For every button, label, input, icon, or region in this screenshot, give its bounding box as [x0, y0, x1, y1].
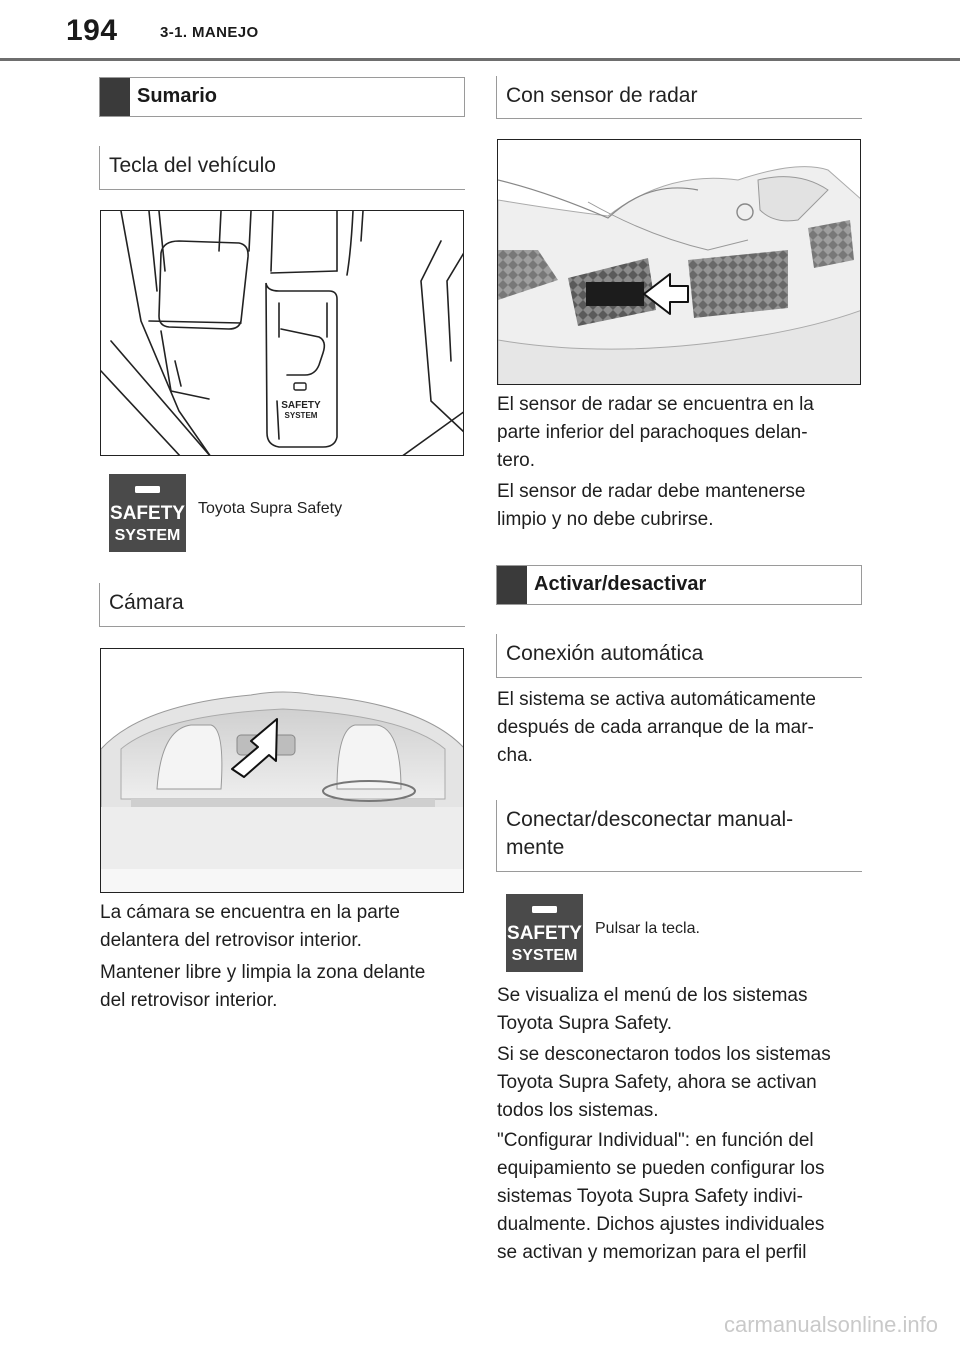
subsection-manual-title: [506, 806, 793, 862]
press-caption: Pulsar la tecla.: [595, 920, 700, 937]
text-line: todos los sistemas.: [497, 1100, 659, 1121]
text-line: parte inferior del parachoques delan-: [497, 422, 808, 443]
text-line: sistemas Toyota Supra Safety indivi-: [497, 1186, 803, 1207]
subsection-manual: [496, 800, 862, 872]
page-number: 194: [66, 14, 118, 47]
manual-paragraph-3: [497, 1127, 824, 1267]
radar-paragraph-1: [497, 391, 814, 475]
radar-paragraph-2: [497, 478, 805, 534]
text-line: "Configurar Individual": en función del: [497, 1130, 814, 1151]
manual-paragraph-1: [497, 982, 807, 1038]
camera-paragraph-2: [100, 959, 425, 1015]
watermark: carmanualsonline.info: [723, 1312, 938, 1337]
subsection-camera: [99, 583, 465, 627]
center-console-drawing: [101, 211, 464, 456]
camera-paragraph-1: [100, 899, 400, 955]
subsection-vehicle-key: [99, 146, 465, 190]
chapter-title: 3-1. MANEJO: [160, 24, 259, 41]
section-activate: [496, 565, 862, 605]
camera-illustration: [100, 648, 464, 893]
text-line: después de cada arranque de la mar-: [497, 717, 814, 738]
badge-line1: SAFETY: [507, 923, 582, 944]
title-line: Conectar/desconectar manual-: [506, 808, 794, 831]
key-caption: Toyota Supra Safety: [198, 500, 343, 517]
text-line: dualmente. Dichos ajustes individuales: [497, 1214, 825, 1235]
subsection-auto-title: Conexión automática: [506, 642, 704, 665]
text-line: Toyota Supra Safety, ahora se activan: [497, 1072, 817, 1093]
vehicle-key-illustration: [100, 210, 464, 456]
subsection-camera-title: Cámara: [109, 591, 184, 614]
radar-illustration: [497, 139, 861, 385]
manual-paragraph-2: [497, 1041, 831, 1125]
text-line: tero.: [497, 450, 536, 471]
key-label-line1: SAFETY: [281, 400, 321, 411]
auto-paragraph: [497, 686, 816, 770]
section-activate-title: Activar/desactivar: [534, 573, 707, 595]
text-line: se activan y memorizan para el perfil: [497, 1242, 807, 1263]
car-interior-drawing: [101, 649, 464, 893]
header-rule: [0, 58, 960, 61]
text-line: limpio y no debe cubrirse.: [497, 509, 714, 530]
section-summary-title: Sumario: [137, 85, 218, 107]
badge-line2: SYSTEM: [114, 527, 181, 544]
badge-line2: SYSTEM: [511, 947, 578, 964]
text-line: delantera del retrovisor interior.: [100, 930, 362, 951]
text-line: El sistema se activa automáticamente: [497, 689, 816, 710]
front-bumper-drawing: [498, 140, 861, 385]
text-line: del retrovisor interior.: [100, 990, 278, 1011]
text-line: cha.: [497, 745, 533, 766]
safety-system-button-icon: [109, 474, 186, 552]
subsection-radar: [496, 76, 862, 119]
title-line: mente: [506, 836, 565, 859]
text-line: Si se desconectaron todos los sistemas: [497, 1044, 831, 1065]
text-line: El sensor de radar se encuentra en la: [497, 394, 814, 415]
section-summary: [99, 77, 465, 117]
subsection-auto: [496, 634, 862, 678]
section-marker: [100, 78, 130, 116]
safety-system-button-icon: [506, 894, 583, 972]
text-line: Mantener libre y limpia la zona delante: [100, 962, 426, 983]
text-line: La cámara se encuentra en la parte: [100, 902, 400, 923]
text-line: equipamiento se pueden configurar los: [497, 1158, 825, 1179]
text-line: Toyota Supra Safety.: [497, 1013, 672, 1034]
text-line: El sensor de radar debe mantenerse: [497, 481, 806, 502]
key-label-line2: SYSTEM: [284, 411, 318, 420]
subsection-radar-title: Con sensor de radar: [506, 84, 698, 107]
text-line: Se visualiza el menú de los sistemas: [497, 985, 808, 1006]
badge-line1: SAFETY: [110, 503, 185, 524]
section-marker: [497, 566, 527, 604]
subsection-vehicle-key-title: Tecla del vehículo: [109, 154, 276, 177]
